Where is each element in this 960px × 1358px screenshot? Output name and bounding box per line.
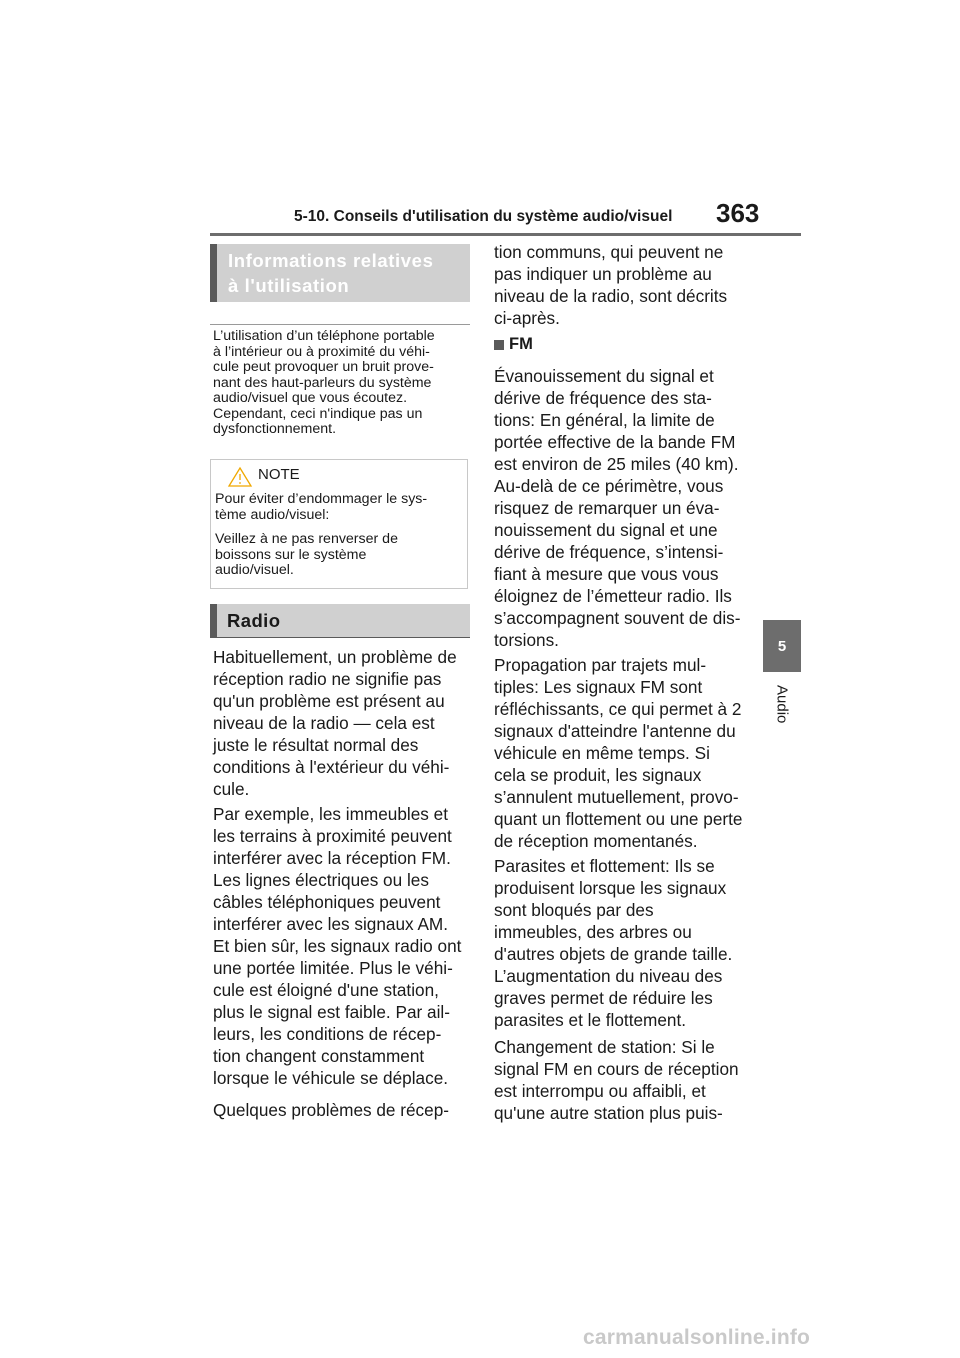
text-line: Au-delà de ce périmètre, vous bbox=[494, 476, 724, 496]
text-line: interférer avec la réception FM. bbox=[213, 848, 451, 868]
text-line: tions: En général, la limite de bbox=[494, 410, 715, 430]
text-line: une portée limitée. Plus le véhi- bbox=[213, 958, 453, 978]
radio-paragraph-1 bbox=[213, 646, 473, 800]
text-line: Évanouissement du signal et bbox=[494, 366, 714, 386]
chapter-tab-number[interactable]: 5 bbox=[763, 620, 801, 672]
info-paragraph bbox=[213, 329, 471, 438]
text-line: dérive de fréquence des sta- bbox=[494, 388, 712, 408]
fm-paragraph-4 bbox=[494, 1036, 756, 1124]
text-line: niveau de la radio — cela est bbox=[213, 713, 435, 733]
text-line: câbles téléphoniques peuvent bbox=[213, 892, 441, 912]
text-line: s’accompagnent souvent de dis- bbox=[494, 608, 741, 628]
text-line: Pour éviter d’endommager le sys- bbox=[215, 491, 428, 507]
text-line: d'autres objets de grande taille. bbox=[494, 944, 733, 964]
text-line: réception radio ne signifie pas bbox=[213, 669, 442, 689]
text-line: boissons sur le système bbox=[215, 546, 367, 563]
fm-paragraph-2 bbox=[494, 654, 756, 852]
text-line: immeubles, des arbres ou bbox=[494, 922, 692, 942]
text-line: leurs, les conditions de récep- bbox=[213, 1024, 442, 1044]
radio-paragraph-3 bbox=[213, 1099, 473, 1121]
text-line: sont bloqués par des bbox=[494, 900, 654, 920]
text-line: parasites et le flottement. bbox=[494, 1010, 687, 1030]
text-line: tion communs, qui peuvent ne bbox=[494, 242, 724, 262]
fm-paragraph-1 bbox=[494, 365, 756, 651]
text-line: tiples: Les signaux FM sont bbox=[494, 677, 703, 697]
text-line: cule. bbox=[213, 779, 250, 799]
text-line: dérive de fréquence, s’intensi- bbox=[494, 542, 724, 562]
text-line: graves permet de réduire les bbox=[494, 988, 713, 1008]
text-line: plus le signal est faible. Par ail- bbox=[213, 1002, 450, 1022]
text-line: audio/visuel. bbox=[215, 562, 294, 578]
text-line: Propagation par trajets mul- bbox=[494, 655, 707, 675]
note-paragraph-2 bbox=[215, 532, 465, 579]
text-line: lorsque le véhicule se déplace. bbox=[213, 1068, 449, 1088]
text-line: torsions. bbox=[494, 630, 559, 650]
text-line: niveau de la radio, sont décrits bbox=[494, 286, 728, 306]
text-line: nant des haut-parleurs du système bbox=[213, 374, 432, 391]
text-line: risquez de remarquer un éva- bbox=[494, 498, 720, 518]
text-line: interférer avec les signaux AM. bbox=[213, 914, 449, 934]
text-line: signaux d'atteindre l'antenne du bbox=[494, 721, 736, 741]
note-paragraph-1 bbox=[215, 492, 465, 523]
text-line: cule est éloigné d'une station, bbox=[213, 980, 439, 1000]
chapter-title: 5-10. Conseils d'utilisation du système audio/visuel bbox=[294, 208, 673, 225]
fm-paragraph-3 bbox=[494, 855, 756, 1031]
text-line: L’utilisation d’un téléphone portable bbox=[213, 328, 435, 344]
text-line: est environ de 25 miles (40 km). bbox=[494, 454, 739, 474]
text-line: véhicule en même temps. Si bbox=[494, 743, 710, 763]
text-line: réfléchissants, ce qui permet à 2 bbox=[494, 699, 742, 719]
section-heading-radio: Radio bbox=[210, 604, 470, 638]
section-heading-info bbox=[210, 244, 470, 302]
chapter-tab-label: Audio bbox=[773, 685, 791, 724]
text-line: cela se produit, les signaux bbox=[494, 765, 702, 785]
text-line: qu'un problème est présent au bbox=[213, 691, 445, 711]
fm-heading bbox=[494, 335, 533, 354]
section-heading-info-line1: Informations relatives bbox=[228, 250, 434, 271]
divider bbox=[210, 637, 470, 638]
fm-heading-label: FM bbox=[509, 335, 533, 353]
text-line: nouissement du signal et une bbox=[494, 520, 718, 540]
radio-paragraph-2 bbox=[213, 803, 473, 1089]
text-line: tion changent constamment bbox=[213, 1046, 425, 1066]
page-number: 363 bbox=[716, 198, 760, 228]
text-line: Quelques problèmes de récep- bbox=[213, 1100, 449, 1120]
text-line: s’annulent mutuellement, provo- bbox=[494, 787, 739, 807]
note-title: NOTE bbox=[258, 466, 300, 483]
text-line: Habituellement, un problème de bbox=[213, 647, 457, 667]
text-line: tème audio/visuel: bbox=[215, 506, 330, 523]
text-line: portée effective de la bande FM bbox=[494, 432, 736, 452]
text-line: pas indiquer un problème au bbox=[494, 264, 712, 284]
divider bbox=[210, 324, 470, 325]
text-line: Par exemple, les immeubles et bbox=[213, 804, 448, 824]
text-line: Changement de station: Si le bbox=[494, 1037, 715, 1057]
watermark: carmanualsonline.info bbox=[583, 1326, 811, 1349]
text-line: audio/visuel que vous écoutez. bbox=[213, 390, 408, 406]
section-heading-info-line2: à l'utilisation bbox=[228, 275, 350, 296]
text-line: qu'une autre station plus puis- bbox=[494, 1103, 723, 1123]
header-rule bbox=[210, 233, 801, 236]
text-line: L’augmentation du niveau des bbox=[494, 966, 723, 986]
text-line: fiant à mesure que vous vous bbox=[494, 564, 719, 584]
text-line: éloignez de l’émetteur radio. Ils bbox=[494, 586, 732, 606]
text-line: cule peut provoquer un bruit prove- bbox=[213, 359, 434, 375]
text-line: ci-après. bbox=[494, 308, 560, 328]
text-line: les terrains à proximité peuvent bbox=[213, 826, 452, 846]
continued-paragraph bbox=[494, 241, 756, 329]
text-line: dysfonctionnement. bbox=[213, 421, 337, 437]
text-line: conditions à l'extérieur du véhi- bbox=[213, 757, 450, 777]
text-line: est interrompu ou affaibli, et bbox=[494, 1081, 706, 1101]
warning-triangle-icon bbox=[227, 466, 253, 488]
bullet-square-icon bbox=[494, 340, 504, 350]
text-line: Cependant, ceci n'indique pas un bbox=[213, 405, 423, 422]
text-line: Parasites et flottement: Ils se bbox=[494, 856, 715, 876]
text-line: quant un flottement ou une perte bbox=[494, 809, 743, 829]
text-line: juste le résultat normal des bbox=[213, 735, 419, 755]
text-line: Et bien sûr, les signaux radio ont bbox=[213, 936, 462, 956]
text-line: Veillez à ne pas renverser de bbox=[215, 531, 398, 547]
text-line: à l’intérieur ou à proximité du véhi- bbox=[213, 343, 430, 360]
text-line: signal FM en cours de réception bbox=[494, 1059, 739, 1079]
text-line: produisent lorsque les signaux bbox=[494, 878, 727, 898]
text-line: de réception momentanés. bbox=[494, 831, 698, 851]
text-line: Les lignes électriques ou les bbox=[213, 870, 429, 890]
